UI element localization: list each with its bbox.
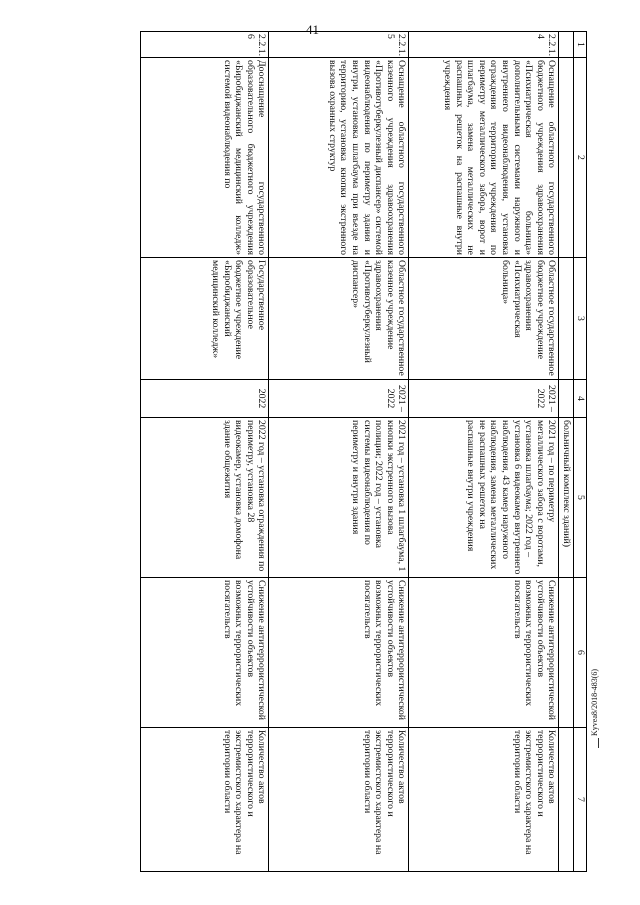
measures-table — [140, 31, 587, 872]
header-cell: 3 — [574, 258, 587, 380]
indicator-cell: 2022 год – установка ограждения по периметру, установка 28 видеокамер, установка домофона здание общежития — [141, 418, 269, 578]
table-cell — [559, 58, 574, 258]
header-cell: 2 — [574, 58, 587, 258]
row-number: 2.2.1. 6 — [141, 32, 269, 58]
header-row — [574, 32, 587, 872]
target-cell: Количество актов террористического и экстремистского характера на территории области — [269, 728, 409, 872]
document-code: Kyvea8/2018-483(6) — [590, 668, 599, 736]
rotated-table-container — [47, 31, 587, 871]
indicator-cell: больничный комплекс зданий) — [559, 418, 574, 578]
header-cell: 5 — [574, 418, 587, 578]
result-cell: Снижение антитеррористической устойчивости объектов возможных террористических посягательств — [409, 578, 559, 728]
result-cell: Снижение антитеррористической устойчивости объектов возможных террористических посягательств — [141, 578, 269, 728]
executor-cell: Областное государственное казенное учреждение здравоохранения «Противотуберкулезный диспансер» — [269, 258, 409, 380]
row-number: 2.2.1. 5 — [269, 32, 409, 58]
header-cell: 7 — [574, 728, 587, 872]
table-cell — [559, 578, 574, 728]
table-row — [269, 32, 409, 872]
measure-cell: Оснащение областного государственного казенного учреждения здравоохранения «Противотуберкулезный диспансер» системой видеонаблюдения по периметру здания и внутри, установка шлагбаума при въезде на территорию, установка кнопки экстренного вызова охранных структур — [269, 58, 409, 258]
years-cell: 2022 — [141, 380, 269, 418]
header-cell: 1 — [574, 32, 587, 58]
header-cell: 6 — [574, 578, 587, 728]
table-row — [141, 32, 269, 872]
table-cell — [559, 728, 574, 872]
measure-cell: Дооснащение государственного образовательного бюджетного учреждения «Биробиджанский медицинский колледж» системой видеонаблюдения по — [141, 58, 269, 258]
margin-mark — [598, 738, 599, 748]
executor-cell: Областное государственное бюджетное учреждение здравоохранения «Психиатрическая больница» — [409, 258, 559, 380]
indicator-cell: 2021 год – по периметру металлического забора с воротами, установка шлагбаума; 2022 год – установка 6 видеокамер внутреннего наблюдения, 43 камер наружного наблюдения, замена металлических не распашных решеток на распашные внутри учреждения — [409, 418, 559, 578]
header-cell: 4 — [574, 380, 587, 418]
result-cell: Снижение антитеррористической устойчивости объектов возможных террористических посягательств — [269, 578, 409, 728]
table-cell — [559, 380, 574, 418]
table-cell — [559, 258, 574, 380]
continuation-row — [559, 32, 574, 872]
row-number: 2.2.1. 4 — [409, 32, 559, 58]
target-cell: Количество актов террористического и экстремистского характера на территории области — [141, 728, 269, 872]
page-number: 41 — [306, 22, 319, 37]
table-cell — [559, 32, 574, 58]
years-cell: 2021 – 2022 — [269, 380, 409, 418]
years-cell: 2021 – 2022 — [409, 380, 559, 418]
executor-cell: Государственное образовательное бюджетное учреждение «Биробиджанский медицинский колледж» — [141, 258, 269, 380]
measure-cell: Оснащение областного государственного бюджетного учреждения здравоохранения «Психиатрическая больница» дополнительными системами наружного и внутреннего видеонаблюдения, установка ограждения территории учреждения по периметру металлического забора, ворот и шлагбаума, замена металлических не распашных решеток на распашные внутри учреждения — [409, 58, 559, 258]
target-cell: Количество актов террористического и экстремистского характера на территории области — [409, 728, 559, 872]
table-row — [409, 32, 559, 872]
indicator-cell: 2021 год – установка 1 шлагбаума, 1 кнопки экстренного вызова полиции; 2022 год – установка системы видеонаблюдения по периметру и внутри здания — [269, 418, 409, 578]
